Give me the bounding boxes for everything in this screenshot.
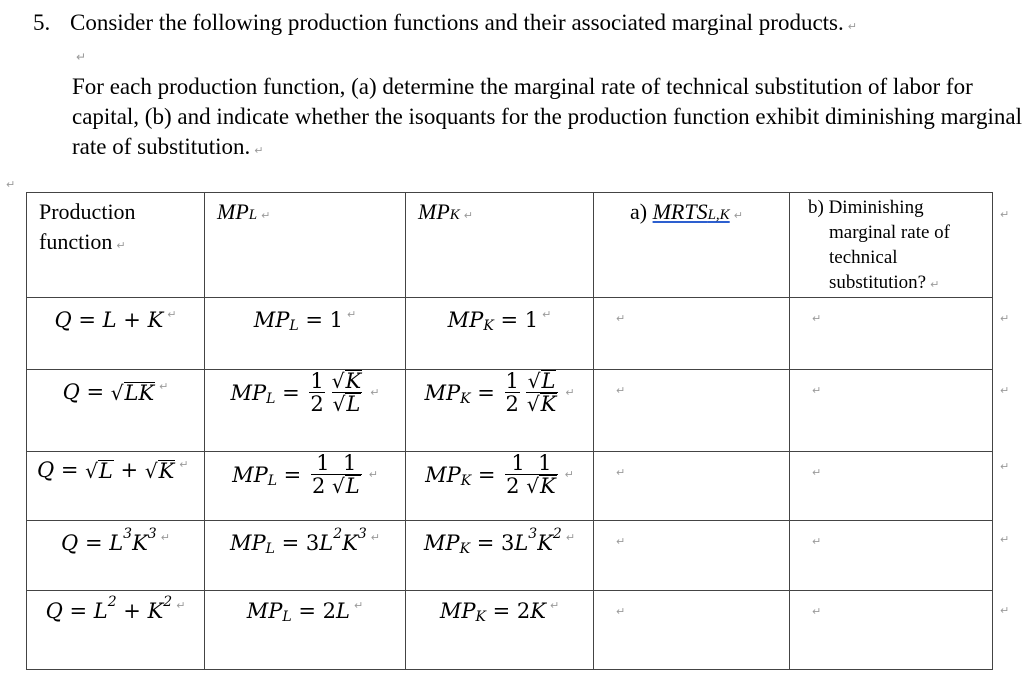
mpl-formula: MP L = 3 L 2 K 3 bbox=[230, 526, 367, 557]
mpl-formula: MP L = 2 L bbox=[246, 599, 350, 625]
mpk-formula: MP K = 3 L 3 K 2 bbox=[423, 526, 562, 557]
mpk-cell: MP K = $\frac{1}{2}$ √ L √ K ↵ bbox=[406, 370, 594, 452]
question-number: 5. bbox=[33, 10, 51, 35]
mrts-answer-cell[interactable]: ↵ bbox=[594, 370, 790, 452]
header-mpl: MPL ↵ bbox=[205, 193, 406, 298]
table-row bbox=[27, 452, 993, 521]
margin-mark: ↵ bbox=[6, 178, 16, 191]
header-dim-line2: marginal rate of bbox=[829, 222, 950, 243]
header-mrts-prefix: a) bbox=[630, 199, 653, 224]
diminishing-answer-cell[interactable]: ↵ bbox=[790, 370, 993, 452]
mpk-formula: MP K = 1 1 2 √ K bbox=[425, 451, 556, 498]
question-text: Consider the following production functions and their associated marginal products. bbox=[70, 10, 844, 35]
production-cell: Q = √ L + √ K ↵ bbox=[27, 452, 205, 521]
mpk-formula: MP K = 1 bbox=[447, 308, 539, 334]
header-mrts: a) MRTSL,K ↵ bbox=[594, 193, 790, 298]
table-header-row bbox=[27, 193, 993, 298]
header-mpk: MPK ↵ bbox=[406, 193, 594, 298]
header-production: Production function ↵ bbox=[27, 193, 205, 298]
header-production-line2: function bbox=[39, 229, 113, 254]
paragraph-mark: ↵ bbox=[254, 144, 264, 157]
header-dim-line1: b) Diminishing bbox=[808, 197, 924, 218]
row-end-mark: ↵ bbox=[1000, 208, 1010, 221]
mrts-answer-cell[interactable]: ↵ bbox=[594, 452, 790, 521]
table-row bbox=[27, 370, 993, 452]
mpl-cell: MP L = $\frac{1}{2}$ √ K √ L ↵ bbox=[205, 370, 406, 452]
instructions-text: For each production function, (a) determine the marginal rate of technical substitution of labor for capital, (b) and indicate whether the isoquants for the production function exhibit diminishing marginal rate of substitution. bbox=[72, 74, 1023, 159]
mpl-cell: MP L = 1 1 2 √ L ↵ bbox=[205, 452, 406, 521]
question-heading bbox=[33, 10, 857, 36]
mpl-formula: MP L = 1 bbox=[253, 308, 344, 334]
header-dim-line4: substitution? bbox=[829, 272, 927, 293]
table-row bbox=[27, 521, 993, 591]
production-cell: Q = L 2 + K 2 ↵ bbox=[27, 591, 205, 670]
header-dim-line3: technical bbox=[829, 247, 898, 268]
production-formula: Q = √ LK bbox=[62, 380, 155, 405]
mpk-formula: MP K = $\frac{1}{2}$ √ L √ K bbox=[424, 369, 557, 416]
mrts-answer-cell[interactable]: ↵ bbox=[594, 591, 790, 670]
mpk-formula: MP K = 2 K bbox=[439, 599, 546, 625]
row-end-mark: ↵ bbox=[1000, 312, 1010, 325]
row-end-mark: ↵ bbox=[1000, 460, 1010, 473]
production-table bbox=[26, 192, 993, 670]
diminishing-answer-cell[interactable]: ↵ bbox=[790, 452, 993, 521]
mpk-cell: MP K = 1 ↵ bbox=[406, 298, 594, 370]
mpl-formula: MP L = $\frac{1}{2}$ √ K √ L bbox=[230, 369, 362, 416]
mrts-answer-cell[interactable]: ↵ bbox=[594, 298, 790, 370]
diminishing-answer-cell[interactable]: ↵ bbox=[790, 298, 993, 370]
mpk-cell: MP K = 2 K ↵ bbox=[406, 591, 594, 670]
mpl-cell: MP L = 1 ↵ bbox=[205, 298, 406, 370]
header-production-line1: Production bbox=[39, 199, 136, 224]
mpk-cell: MP K = 1 1 2 √ K ↵ bbox=[406, 452, 594, 521]
production-cell: Q = L 3 K 3 ↵ bbox=[27, 521, 205, 591]
mpl-formula: MP L = 1 1 2 √ L bbox=[232, 451, 360, 498]
production-formula: Q = L + K bbox=[54, 308, 164, 332]
mrts-answer-cell[interactable]: ↵ bbox=[594, 521, 790, 591]
header-diminishing: b) Diminishing marginal rate of technical substitution? ↵ bbox=[790, 193, 993, 298]
table-row bbox=[27, 591, 993, 670]
production-formula: Q = L 3 K 3 bbox=[61, 526, 157, 555]
row-end-mark: ↵ bbox=[1000, 533, 1010, 546]
row-end-mark: ↵ bbox=[1000, 384, 1010, 397]
instructions bbox=[72, 72, 1022, 166]
paragraph-mark: ↵ bbox=[76, 50, 87, 64]
mpk-cell: MP K = 3 L 3 K 2 ↵ bbox=[406, 521, 594, 591]
row-end-mark: ↵ bbox=[1000, 604, 1010, 617]
production-cell: Q = √ LK ↵ bbox=[27, 370, 205, 452]
production-formula: Q = L 2 + K 2 bbox=[45, 594, 173, 623]
diminishing-answer-cell[interactable]: ↵ bbox=[790, 521, 993, 591]
table-row bbox=[27, 298, 993, 370]
mpl-cell: MP L = 3 L 2 K 3 ↵ bbox=[205, 521, 406, 591]
production-formula: Q = √ L + √ K bbox=[37, 458, 175, 483]
production-cell: Q = L + K ↵ bbox=[27, 298, 205, 370]
diminishing-answer-cell[interactable]: ↵ bbox=[790, 591, 993, 670]
mpl-cell: MP L = 2 L ↵ bbox=[205, 591, 406, 670]
paragraph-mark: ↵ bbox=[847, 20, 857, 33]
